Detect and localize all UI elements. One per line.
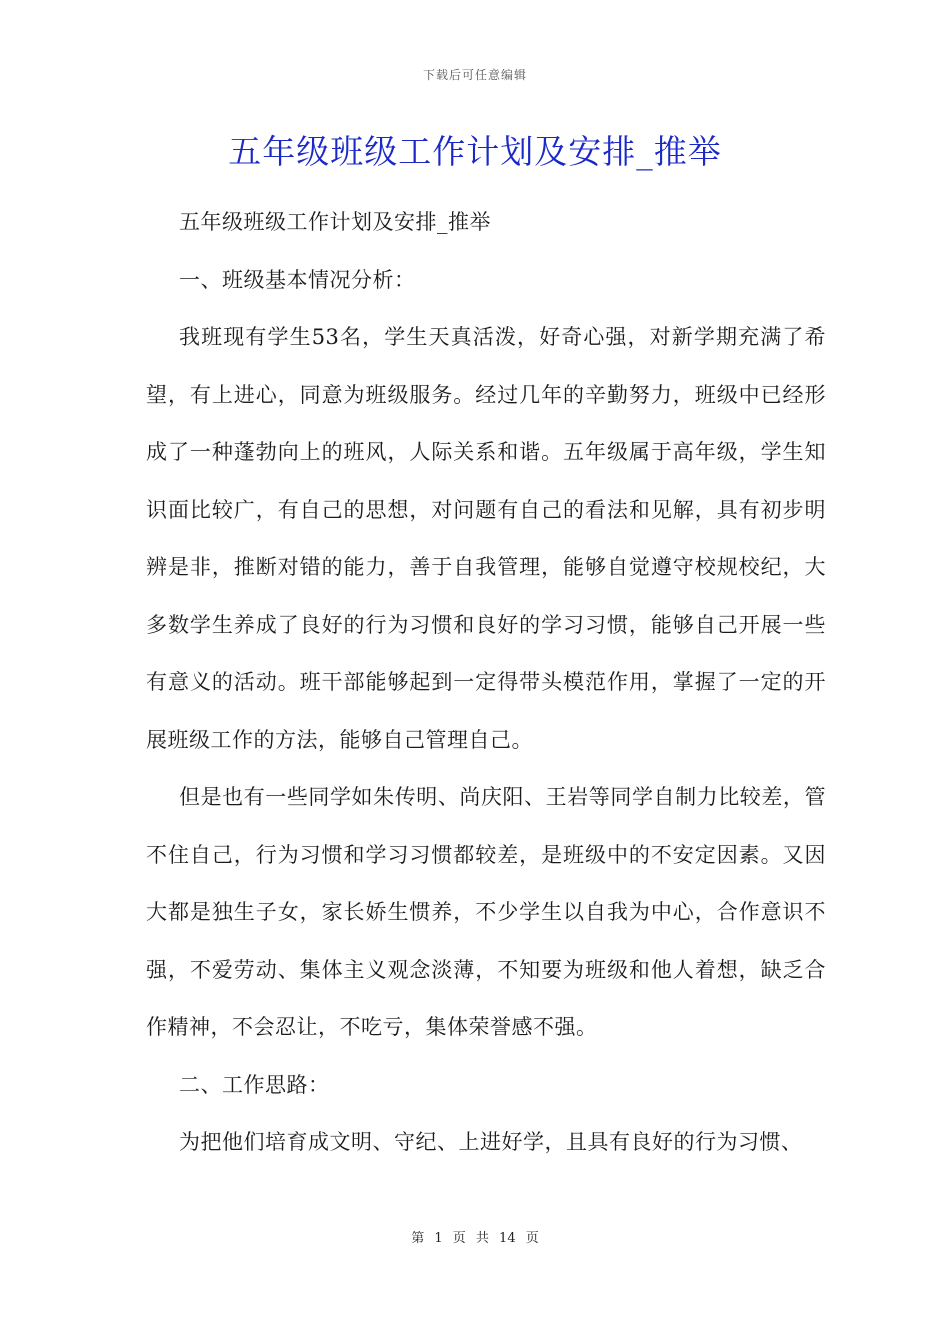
paragraph-work-approach: 为把他们培育成文明、守纪、上进好学，且具有良好的行为习惯、 [179, 1130, 803, 1154]
page-footer: 第 1 页 共 14 页 [411, 1231, 539, 1246]
document-title: 五年级班级工作计划及安排_推举 [228, 132, 722, 171]
section-heading-2: 二、工作思路： [179, 1072, 330, 1097]
paragraph-class-issues: 但是也有一些同学如朱传明、尚庆阳、王岩等同学自制力比较差，管不住自己，行为习惯和学习习惯都较差，是班级中的不安定因素。又因大都是独生子女，家长娇生惯养，不少学生以自我为中心，合作意识不强，不爱劳动、集体主义观念淡薄，不知要为班级和他人着想，缺乏合作精神，不会忍让，不吃亏，集体荣誉感不强。 [146, 785, 826, 1039]
header-note: 下载后可任意编辑 [422, 68, 527, 82]
paragraph-subtitle: 五年级班级工作计划及安排_推举 [179, 210, 491, 234]
document-body [146, 194, 826, 1172]
section-heading-1: 一、班级基本情况分析： [179, 267, 416, 292]
paragraph-class-overview: 我班现有学生53名，学生天真活泼，好奇心强，对新学期充满了希望，有上进心，同意为班级服务。经过几年的辛勤努力，班级中已经形成了一种蓬勃向上的班风，人际关系和谐。五年级属于高年级，学生知识面比较广，有自己的思想，对问题有自己的看法和见解，具有初步明辨是非，推断对错的能力，善于自我管理，能够自觉遵守校规校纪，大多数学生养成了良好的行为习惯和良好的学习习惯，能够自己开展一些有意义的活动。班干部能够起到一定得带头模范作用，掌握了一定的开展班级工作的方法，能够自己管理自己。 [146, 325, 826, 752]
